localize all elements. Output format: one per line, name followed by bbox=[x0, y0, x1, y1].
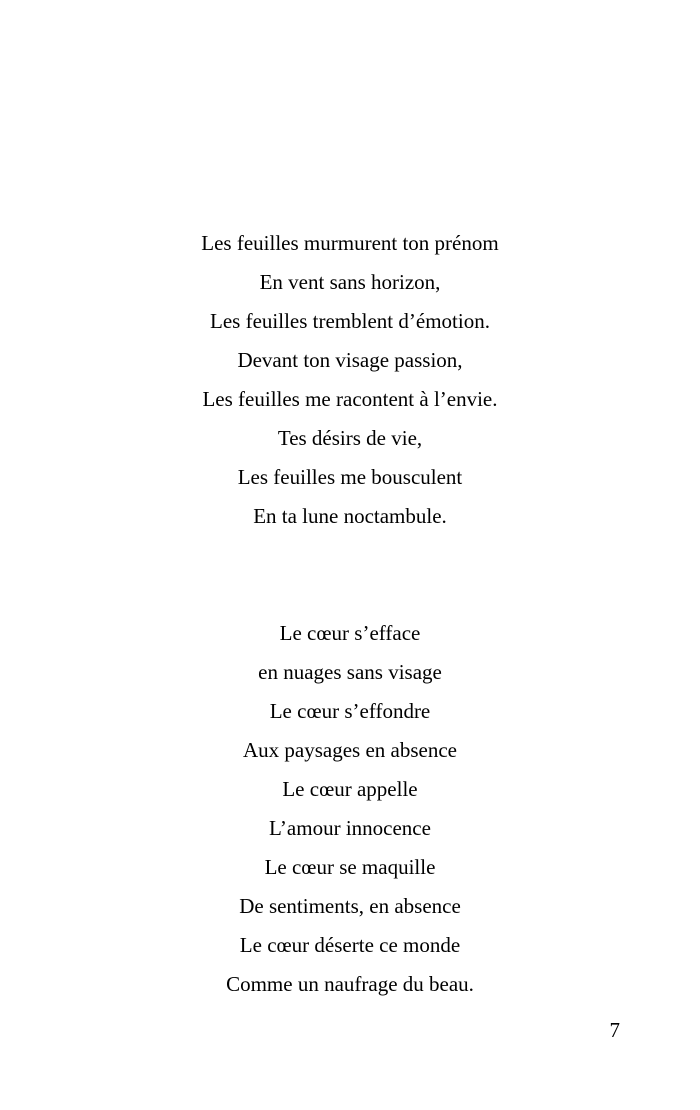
poem-line: De sentiments, en absence bbox=[239, 894, 461, 918]
poem-line: Comme un naufrage du beau. bbox=[226, 972, 474, 996]
poem-stanza-1 bbox=[0, 224, 700, 536]
poem-line: Le cœur s’effondre bbox=[269, 699, 431, 723]
page-number: 7 bbox=[609, 1018, 620, 1042]
poem-line: en nuages sans visage bbox=[258, 660, 442, 684]
poem-line: Le cœur se maquille bbox=[264, 855, 436, 879]
poem-line: Aux paysages en absence bbox=[243, 738, 457, 762]
poem-line: Le cœur appelle bbox=[282, 777, 418, 801]
poem-stanza-2 bbox=[0, 614, 700, 1004]
poem-line: Le cœur s’efface bbox=[279, 621, 421, 645]
poem-line: En ta lune noctambule. bbox=[253, 504, 447, 528]
poem-line: Les feuilles me bousculent bbox=[237, 465, 463, 489]
poem-line: Tes désirs de vie, bbox=[277, 426, 423, 450]
poem-line: Devant ton visage passion, bbox=[237, 348, 463, 372]
poem-line: Les feuilles me racontent à l’envie. bbox=[202, 387, 498, 411]
poem-line: Le cœur déserte ce monde bbox=[239, 933, 461, 957]
poem-line: L’amour innocence bbox=[269, 816, 431, 840]
poem-line: Les feuilles murmurent ton prénom bbox=[201, 231, 499, 255]
poem-line: Les feuilles tremblent d’émotion. bbox=[210, 309, 490, 333]
poem-line: En vent sans horizon, bbox=[259, 270, 441, 294]
